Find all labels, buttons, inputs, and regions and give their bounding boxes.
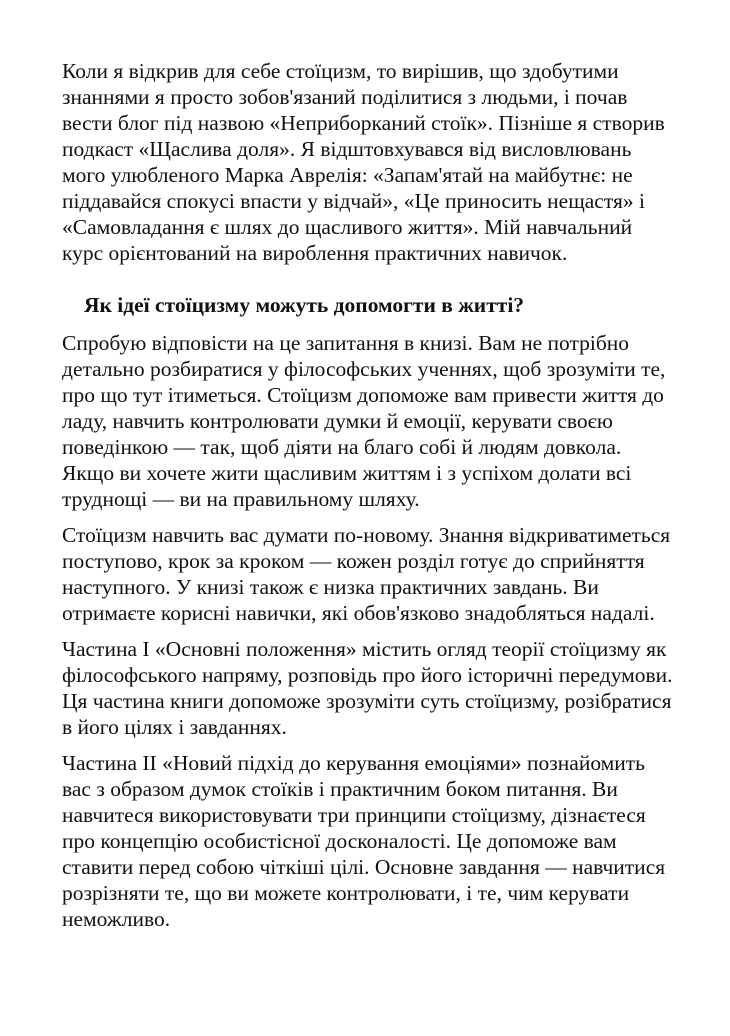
body-paragraph: Спробую відповісти на це запитання в книзі. Вам не потрібно детально розбиратися у філософських ученнях, щоб зрозуміти те, про що тут ітиметься. Стоїцизм допоможе вам привести життя до ладу, навчить контролювати думки й емоції, керувати своєю поведінкою — так, щоб діяти на благо собі й людям довкола. Якщо ви хочете жити щасливим життям і з успіхом долати всі труднощі — ви на правильному шляху. <box>62 331 666 511</box>
intro-paragraph: Коли я відкрив для себе стоїцизм, то вирішив, що здобутими знаннями я просто зобов'язаний поділитися з людьми, і почав вести блог під назвою «Неприборканий стоїк». Пізніше я створив подкаст «Щаслива доля». Я відштовхувався від висловлювань мого улюбленого Марка Аврелія: «Запам'ятай на майбутнє: не піддавайся спокусі впасти у відчай», «Це приносить нещастя» і «Самовладання є шлях до щасливого життя». Мій навчальний курс орієнтований на вироблення практичних навичок. <box>62 59 665 265</box>
body-paragraph: Частина I «Основні положення» містить огляд теорії стоїцизму як філософського напряму, розповідь про його історичні передумови. Ця частина книги допоможе зрозуміти суть стоїцизму, розібратися в його цілях і завданнях. <box>62 637 673 739</box>
body-paragraph: Частина II «Новий підхід до керування емоціями» познайомить вас з образом думок стоїків і практичним боком питання. Ви навчитеся використовувати три принципи стоїцизму, дізнаєтеся про концепцію особистісної досконалості. Це допоможе вам ставити перед собою чіткіші цілі. Основне завдання — навчитися розрізняти те, що ви можете контролювати, і те, чим керувати неможливо. <box>62 751 666 931</box>
section-heading: Як ідеї стоїцизму можуть допомогти в житті? <box>84 293 525 317</box>
document-page <box>62 58 674 942</box>
body-paragraph: Стоїцизм навчить вас думати по-новому. Знання відкриватиметься поступово, крок за кроком — кожен розділ готує до сприйняття наступного. У книзі також є низка практичних завдань. Ви отримаєте корисні навички, які обов'язково знадобляться надалі. <box>62 523 671 625</box>
